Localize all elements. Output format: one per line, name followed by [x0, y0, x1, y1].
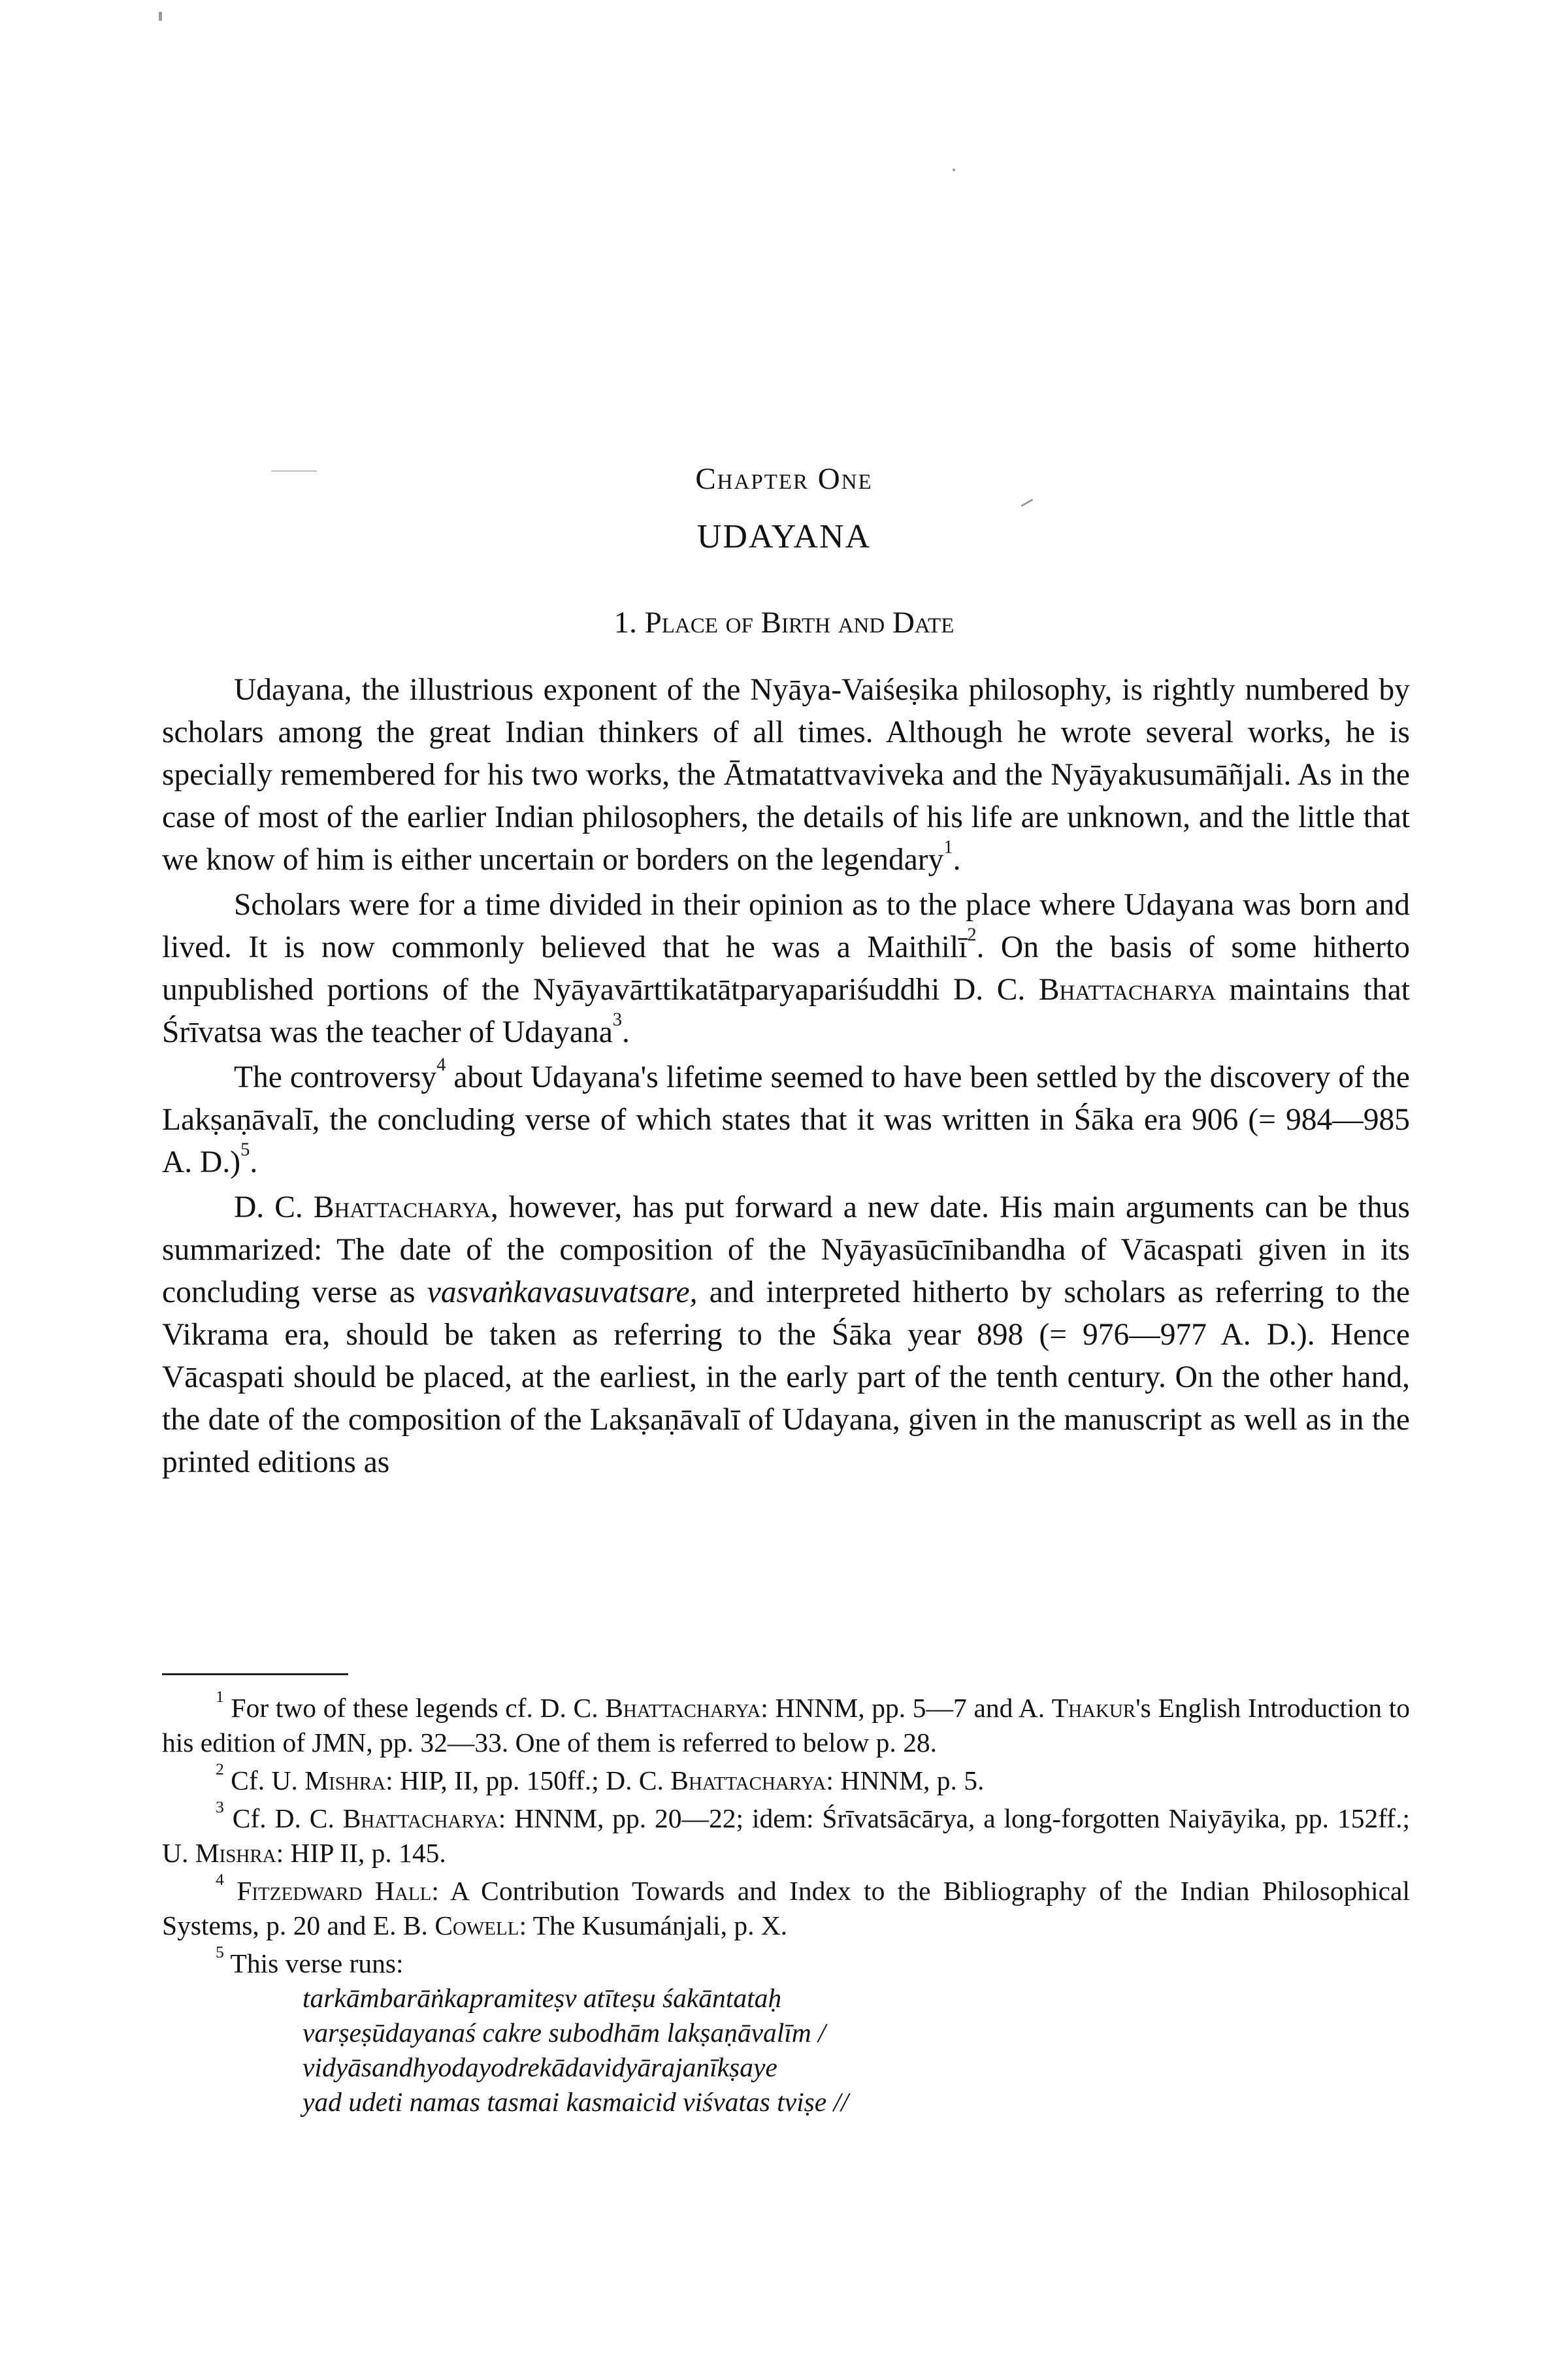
footnote: [162, 1686, 1410, 1760]
footnote-number: 1: [216, 1686, 224, 1706]
scan-speck: [159, 12, 162, 21]
footnote-text: : A Contribution Towards and Index to the Bibliography of the Indian Philosophical Systems, p. 20 and E. B.: [162, 1876, 1410, 1940]
footnote-number: 3: [216, 1797, 224, 1816]
footnote: [162, 1942, 1410, 1981]
footnote-number: 4: [216, 1869, 224, 1889]
footnote-text: Cf. D. C.: [232, 1803, 343, 1833]
verse-line: tarkāmbarāṅkapramiteṣv atīteṣu śakāntataḥ: [302, 1983, 782, 2013]
verse-line: varṣeṣūdayanaś cakre subodhām lakṣaṇāvalīm /: [302, 2018, 826, 2048]
footnote-ref: 5: [240, 1139, 250, 1160]
verse-line: yad udeti namas tasmai kasmaicid viśvatas tviṣe //: [302, 2087, 849, 2117]
author-name: Mishra: [195, 1838, 276, 1868]
paragraph-text: Scholars were for a time divided in their opinion as to the place where Udayana was born and lived. It is now commonly believed that he was a Maithilī: [162, 888, 1410, 964]
footnote: [162, 1869, 1410, 1943]
footnote-ref: 2: [967, 924, 977, 945]
footnote: [162, 1797, 1410, 1871]
paragraph-text: D. C.: [234, 1190, 314, 1224]
paragraph: [162, 884, 1410, 1054]
footnote-ref: 1: [943, 837, 953, 858]
footnote-number: 2: [216, 1759, 224, 1778]
footnote-number: 5: [216, 1942, 224, 1961]
footnote-text: : HIP II, p. 145.: [276, 1838, 446, 1868]
sanskrit-verse: [302, 1981, 1410, 2119]
scan-speck: [1021, 499, 1034, 507]
scan-speck: [953, 169, 955, 171]
footnote-text: Cf. U.: [231, 1765, 305, 1795]
paragraph-text: maintains that Śrīvatsa was the teacher of Udayana: [162, 973, 1411, 1049]
paragraph-text: .: [250, 1145, 258, 1179]
author-name: Fitzedward Hall: [237, 1876, 432, 1906]
author-name: Cowell: [434, 1910, 519, 1940]
author-name: Mishra: [304, 1765, 386, 1795]
paragraph-text: Udayana, the illustrious exponent of the Nyāya-Vaiśeṣika philosophy, is rightly numbered by scholars among the great Indian thinkers of all times. Although he wrote several works, he is specially remembered for his two works, the Ātmatattvaviveka and the Nyāyakusumāñjali. As in the case of most of the earlier Indian philosophers, the details of his life are unknown, and the little that we know of him is either uncertain or borders on the legendary: [162, 673, 1410, 877]
author-name: Bhattacharya: [605, 1693, 761, 1723]
main-text: [162, 669, 1410, 1486]
footnote-text: : The Kusumánjali, p. X.: [519, 1910, 788, 1940]
paragraph: [162, 1186, 1410, 1484]
chapter-title: UDAYANA: [696, 518, 872, 555]
footnote-text: 's English Introduction to his edition of JMN, pp. 32—33. One of them is referred to below p. 28.: [162, 1693, 1410, 1758]
footnotes: [162, 1686, 1410, 2119]
chapter-label: Chapter One: [695, 462, 873, 496]
paragraph-text: .: [953, 843, 961, 877]
section-heading: 1. Place of Birth and Date: [613, 606, 955, 640]
author-name: Bhattacharya: [313, 1190, 491, 1224]
author-name: Bhattacharya: [342, 1803, 498, 1833]
paragraph-text: about Udayana's lifetime seemed to have been settled by the discovery of the Lakṣaṇāvalī, the concluding verse of which states that it was written in Śāka era 906 (= 984—985 A. D.): [162, 1060, 1410, 1179]
italic-term: vasvaṅkavasuvatsare,: [427, 1275, 698, 1309]
paragraph: [162, 669, 1410, 881]
author-name: Bhattacharya: [1038, 973, 1216, 1007]
footnote: [162, 1759, 1410, 1798]
footnote-text: For two of these legends cf. D. C.: [231, 1693, 606, 1723]
paragraph-text: The controversy: [234, 1060, 437, 1094]
author-name: Bhattacharya: [670, 1765, 826, 1795]
paragraph: [162, 1056, 1410, 1184]
footnote-text: : HNNM, p. 5.: [826, 1765, 985, 1795]
footnote-rule: [162, 1673, 348, 1675]
verse-line: vidyāsandhyodayodrekādavidyārajanīkṣaye: [302, 2052, 777, 2082]
author-name: Thakur: [1051, 1693, 1136, 1723]
footnote-ref: 4: [436, 1055, 446, 1075]
footnote-text: : HNNM, pp. 5—7 and A.: [760, 1693, 1052, 1723]
footnote-text: : HNNM, pp. 20—22; idem: Śrīvatsācārya, a long-forgotten Naiyāyika, pp. 152ff.; U.: [162, 1803, 1410, 1868]
footnote-text: This verse runs:: [230, 1948, 404, 1978]
paragraph-text: , however, has put forward a new date. His main arguments can be thus summarized: The date of the composition of the Nyāyasūcīnibandha of Vācaspati given in its concluding verse as: [162, 1190, 1410, 1309]
paragraph-text: and interpreted hitherto by scholars as referring to the Vikrama era, should be taken as referring to the Śāka year 898 (= 976—977 A. D.). Hence Vācaspati should be placed, at the earliest, in the early part of the tenth century. On the other hand, the date of the composition of the Lakṣaṇāvalī of Udayana, given in the manuscript as well as in the printed editions as: [162, 1275, 1410, 1479]
paragraph-text: . On the basis of some hitherto unpublished portions of the Nyāyavārttikatātparyapariśuddhi D. C.: [162, 930, 1410, 1007]
footnote-text: : HIP, II, pp. 150ff.; D. C.: [385, 1765, 671, 1795]
paragraph-text: .: [622, 1015, 630, 1049]
footnote-ref: 3: [612, 1009, 623, 1030]
